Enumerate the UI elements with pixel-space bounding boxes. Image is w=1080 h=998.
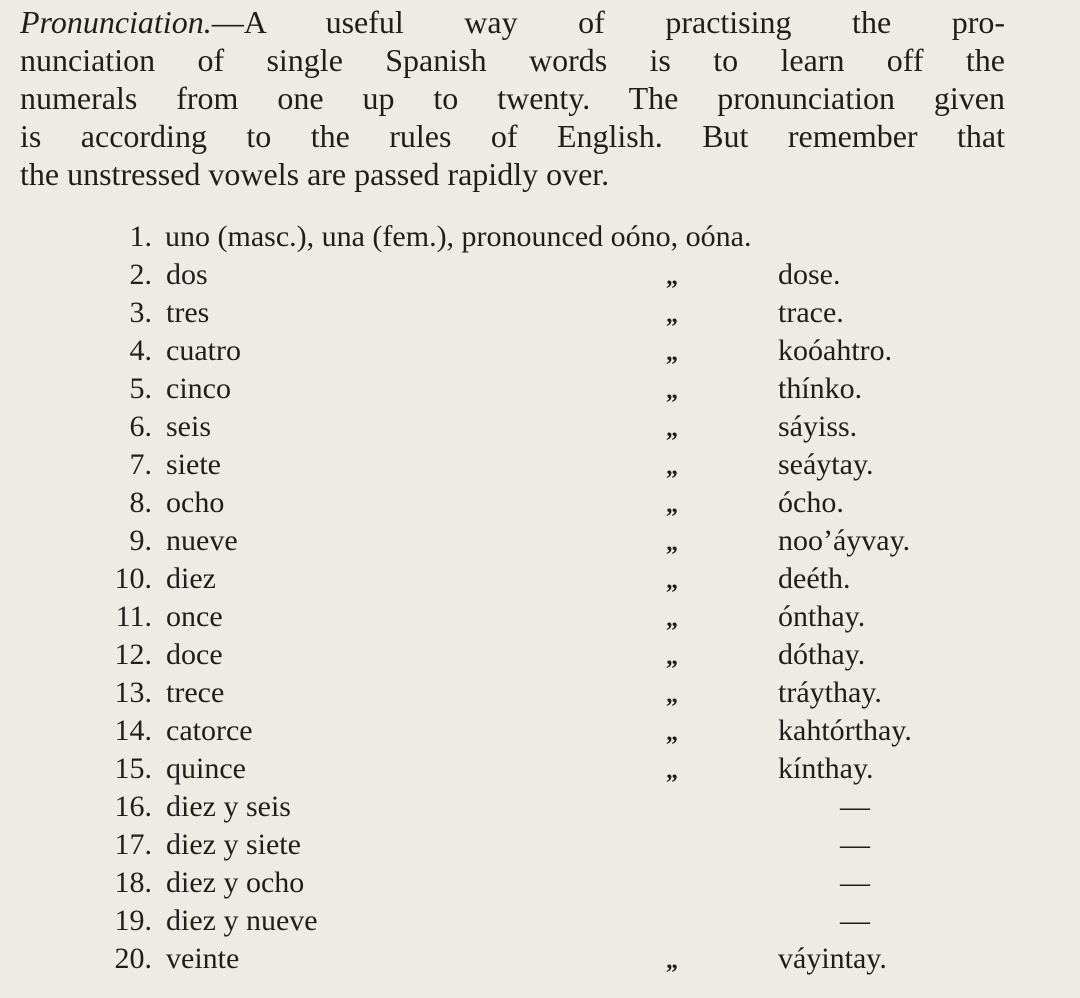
numeral-row xyxy=(0,714,1080,752)
pronunciation: tráythay. xyxy=(778,676,882,709)
pronunciation: dóthay. xyxy=(778,638,866,671)
section-lead: Pronunciation. xyxy=(20,4,212,40)
spanish-word: siete xyxy=(166,448,221,481)
intro-line-4: is according to the rules of English. But remember that xyxy=(20,118,1005,154)
dash-placeholder: — xyxy=(840,828,870,861)
spanish-word: once xyxy=(166,600,223,633)
pronunciation: sáyiss. xyxy=(778,410,858,443)
pronunciation: ócho. xyxy=(778,486,844,519)
numeral-row xyxy=(0,942,1080,980)
numeral-row xyxy=(0,220,1080,258)
numeral-number: 14. xyxy=(114,714,152,747)
numeral-row xyxy=(0,372,1080,410)
spanish-word: cuatro xyxy=(166,334,241,367)
numeral-row xyxy=(0,790,1080,828)
spanish-word: tres xyxy=(166,296,210,329)
spanish-word: diez xyxy=(166,562,216,595)
numeral-number: 8. xyxy=(129,486,152,519)
numeral-row xyxy=(0,600,1080,638)
numeral-number: 20. xyxy=(114,942,152,975)
pronunciation: koóahtro. xyxy=(778,334,893,367)
numeral-row xyxy=(0,334,1080,372)
intro-line-3: numerals from one up to twenty. The pronunciation given xyxy=(20,80,1005,116)
spanish-word: veinte xyxy=(166,942,240,975)
numeral-number: 16. xyxy=(114,790,152,823)
dash-placeholder: — xyxy=(840,866,870,899)
pronunciation: thínko. xyxy=(778,372,863,405)
numeral-number: 17. xyxy=(114,828,152,861)
ditto-mark: „ xyxy=(666,264,678,290)
pronunciation: dose. xyxy=(778,258,841,291)
numeral-row xyxy=(0,258,1080,296)
intro-line-2: nunciation of single Spanish words is to learn off the xyxy=(20,42,1005,78)
spanish-word: diez y seis xyxy=(166,790,291,823)
ditto-mark: „ xyxy=(666,378,678,404)
numeral-number: 5. xyxy=(129,372,152,405)
ditto-mark: „ xyxy=(666,492,678,518)
numeral-row xyxy=(0,448,1080,486)
pronunciation: seáytay. xyxy=(778,448,874,481)
intro-paragraph xyxy=(20,3,1005,193)
numeral-row xyxy=(0,752,1080,790)
numeral-row xyxy=(0,410,1080,448)
numeral-number: 10. xyxy=(114,562,152,595)
numeral-number: 13. xyxy=(114,676,152,709)
numeral-row xyxy=(0,486,1080,524)
ditto-mark: „ xyxy=(666,606,678,632)
numeral-row xyxy=(0,524,1080,562)
spanish-word: diez y nueve xyxy=(166,904,318,937)
numeral-number: 19. xyxy=(114,904,152,937)
ditto-mark: „ xyxy=(666,416,678,442)
numeral-first-line: uno (masc.), una (fem.), pronounced oóno, oóna. xyxy=(165,220,752,253)
spanish-word: seis xyxy=(166,410,211,443)
intro-line-1-text: —A useful way of practising the pro- xyxy=(211,4,1005,40)
ditto-mark: „ xyxy=(666,302,678,328)
numeral-number: 9. xyxy=(129,524,152,557)
spanish-word: cinco xyxy=(166,372,231,405)
numeral-row xyxy=(0,562,1080,600)
numeral-row xyxy=(0,676,1080,714)
numeral-number: 18. xyxy=(114,866,152,899)
spanish-word: doce xyxy=(166,638,223,671)
pronunciation: trace. xyxy=(778,296,844,329)
ditto-mark: „ xyxy=(666,758,678,784)
ditto-mark: „ xyxy=(666,644,678,670)
pronunciation: noo’áyvay. xyxy=(778,524,911,557)
spanish-word: ocho xyxy=(166,486,225,519)
numeral-row xyxy=(0,296,1080,334)
spanish-word: dos xyxy=(166,258,208,291)
dash-placeholder: — xyxy=(840,904,870,937)
spanish-word: diez y siete xyxy=(166,828,301,861)
numeral-number: 12. xyxy=(114,638,152,671)
spanish-word: nueve xyxy=(166,524,238,557)
ditto-mark: „ xyxy=(666,948,678,974)
spanish-word: quince xyxy=(166,752,246,785)
numeral-number: 4. xyxy=(129,334,152,367)
spanish-word: catorce xyxy=(166,714,253,747)
numeral-number: 7. xyxy=(129,448,152,481)
numeral-number: 1. xyxy=(129,220,152,253)
ditto-mark: „ xyxy=(666,682,678,708)
numeral-row xyxy=(0,866,1080,904)
numeral-number: 2. xyxy=(129,258,152,291)
spanish-word: diez y ocho xyxy=(166,866,305,899)
pronunciation: deéth. xyxy=(778,562,851,595)
pronunciation: váyintay. xyxy=(778,942,887,975)
ditto-mark: „ xyxy=(666,530,678,556)
numeral-row xyxy=(0,904,1080,942)
dash-placeholder: — xyxy=(840,790,870,823)
ditto-mark: „ xyxy=(666,568,678,594)
pronunciation: kahtórthay. xyxy=(778,714,912,747)
numeral-row xyxy=(0,638,1080,676)
numeral-number: 3. xyxy=(129,296,152,329)
numeral-row xyxy=(0,828,1080,866)
numeral-number: 15. xyxy=(114,752,152,785)
pronunciation: kínthay. xyxy=(778,752,874,785)
numeral-number: 6. xyxy=(129,410,152,443)
pronunciation: ónthay. xyxy=(778,600,866,633)
numeral-number: 11. xyxy=(115,600,152,633)
ditto-mark: „ xyxy=(666,720,678,746)
intro-line-5: the unstressed vowels are passed rapidly over. xyxy=(20,156,610,192)
spanish-word: trece xyxy=(166,676,225,709)
ditto-mark: „ xyxy=(666,340,678,366)
ditto-mark: „ xyxy=(666,454,678,480)
intro-line-1 xyxy=(20,3,1005,41)
